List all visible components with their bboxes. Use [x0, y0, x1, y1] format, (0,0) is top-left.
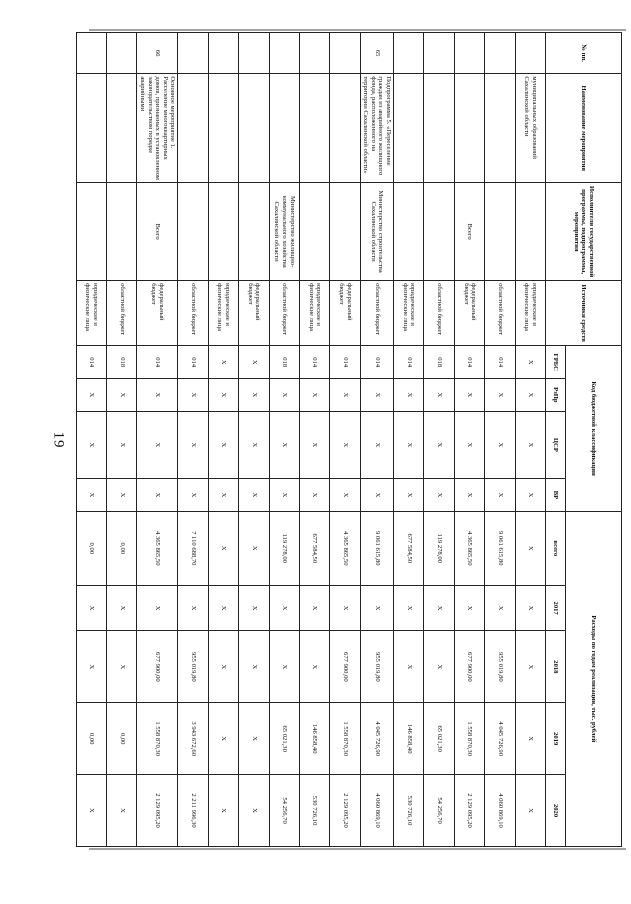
cell-total: 0,00: [76, 511, 106, 585]
cell-csr: X: [485, 411, 515, 478]
cell-executor: Министерство жилищно-коммунального хозяйства Сахалинской области: [269, 183, 299, 281]
cell-y2018: 955 019,80: [485, 631, 515, 703]
cell-source: областной бюджет: [178, 281, 208, 346]
cell-source: федеральный бюджет: [330, 281, 360, 346]
cell-y2019: X: [239, 703, 269, 775]
cell-vr: X: [454, 479, 484, 512]
cell-total: 677 584,50: [299, 511, 329, 585]
cell-y2018: X: [515, 631, 545, 703]
cell-y2020: 4 060 869,10: [360, 775, 393, 847]
cell-executor: [239, 183, 269, 281]
table-row: [424, 33, 454, 847]
cell-y2017: X: [269, 585, 299, 631]
cell-name: Основное мероприятие 1. Расселение многоквартирных домов, признанных в установленном законодательством порядке аварийными: [137, 74, 178, 183]
cell-grbs: 014: [394, 346, 424, 379]
cell-y2019: 0,00: [76, 703, 106, 775]
header-csr: ЦСР: [546, 411, 566, 478]
cell-executor: [208, 183, 238, 281]
cell-y2017: X: [394, 585, 424, 631]
cell-y2019: 65 021,30: [424, 703, 454, 775]
header-code: Код бюджетной классификации: [566, 346, 622, 511]
header-executor: Исполнители государственной программы, подпрограммы, мероприятия: [546, 183, 622, 281]
cell-csr: X: [360, 411, 393, 478]
cell-y2020: X: [107, 775, 137, 847]
cell-name: [299, 74, 329, 183]
cell-y2018: X: [76, 631, 106, 703]
cell-num: [107, 33, 137, 74]
cell-grbs: 018: [269, 346, 299, 379]
cell-vr: X: [76, 479, 106, 512]
cell-y2020: 2 129 095,20: [137, 775, 178, 847]
cell-y2020: 2 129 095,20: [454, 775, 484, 847]
cell-y2017: X: [330, 585, 360, 631]
cell-csr: X: [454, 411, 484, 478]
cell-rzpr: X: [137, 379, 178, 412]
cell-name: [485, 74, 515, 183]
cell-csr: X: [394, 411, 424, 478]
cell-grbs: 014: [485, 346, 515, 379]
cell-grbs: X: [239, 346, 269, 379]
cell-grbs: 014: [76, 346, 106, 379]
cell-executor: [178, 183, 208, 281]
cell-y2018: X: [424, 631, 454, 703]
table-row: [178, 33, 208, 847]
cell-num: [515, 33, 545, 74]
cell-executor: [424, 183, 454, 281]
cell-csr: X: [424, 411, 454, 478]
cell-y2019: X: [208, 703, 238, 775]
cell-num: [394, 33, 424, 74]
cell-source: областной бюджет: [424, 281, 454, 346]
cell-y2017: X: [178, 585, 208, 631]
cell-num: [178, 33, 208, 74]
cell-rzpr: X: [454, 379, 484, 412]
cell-vr: X: [239, 479, 269, 512]
header-rzpr: РзПр: [546, 379, 566, 412]
cell-num: [208, 33, 238, 74]
cell-csr: X: [76, 411, 106, 478]
cell-source: юридические и физические лица: [515, 281, 545, 346]
cell-name: [107, 74, 137, 183]
cell-y2019: 146 858,40: [299, 703, 329, 775]
cell-y2019: 4 045 726,90: [360, 703, 393, 775]
cell-source: юридические и физические лица: [76, 281, 106, 346]
cell-num: [485, 33, 515, 74]
table-body: [76, 33, 545, 847]
header-expenses: Расходы по годам реализации, тыс. рублей: [566, 511, 622, 846]
cell-csr: X: [178, 411, 208, 478]
cell-executor: Всего: [137, 183, 178, 281]
cell-y2018: X: [107, 631, 137, 703]
cell-name: [330, 74, 360, 183]
cell-y2017: X: [424, 585, 454, 631]
cell-y2017: X: [239, 585, 269, 631]
cell-total: 119 278,00: [269, 511, 299, 585]
cell-num: [330, 33, 360, 74]
cell-rzpr: X: [394, 379, 424, 412]
cell-total: 9 061 615,80: [485, 511, 515, 585]
header-total: всего: [546, 511, 566, 585]
table-row: [454, 33, 484, 847]
cell-rzpr: X: [515, 379, 545, 412]
table-row: [76, 33, 106, 847]
cell-vr: X: [424, 479, 454, 512]
cell-total: X: [515, 511, 545, 585]
header-grbs: ГРБС: [546, 346, 566, 379]
cell-csr: X: [299, 411, 329, 478]
table-row: [299, 33, 329, 847]
cell-executor: [299, 183, 329, 281]
cell-executor: [76, 183, 106, 281]
cell-y2019: 0,00: [107, 703, 137, 775]
cell-num: [299, 33, 329, 74]
cell-vr: X: [330, 479, 360, 512]
cell-num: 66: [137, 33, 178, 74]
cell-name: [269, 74, 299, 183]
cell-vr: X: [299, 479, 329, 512]
cell-y2018: 677 900,00: [330, 631, 360, 703]
cell-y2020: X: [208, 775, 238, 847]
cell-csr: X: [107, 411, 137, 478]
cell-rzpr: X: [360, 379, 393, 412]
cell-source: областной бюджет: [107, 281, 137, 346]
cell-total: 4 365 865,50: [330, 511, 360, 585]
cell-y2018: 955 019,80: [178, 631, 208, 703]
cell-total: 119 278,00: [424, 511, 454, 585]
cell-y2020: 2 129 095,20: [330, 775, 360, 847]
cell-y2017: X: [107, 585, 137, 631]
cell-source: юридические и физические лица: [299, 281, 329, 346]
cell-grbs: 018: [107, 346, 137, 379]
header-source: Источники средств: [546, 281, 622, 346]
cell-grbs: 014: [178, 346, 208, 379]
cell-rzpr: X: [485, 379, 515, 412]
cell-name: [178, 74, 208, 183]
cell-total: 4 365 865,50: [137, 511, 178, 585]
cell-y2018: 955 019,80: [360, 631, 393, 703]
cell-name: [239, 74, 269, 183]
cell-grbs: 014: [454, 346, 484, 379]
cell-total: 7 110 688,70: [178, 511, 208, 585]
table-row: [269, 33, 299, 847]
cell-total: 9 061 615,80: [360, 511, 393, 585]
cell-y2017: X: [76, 585, 106, 631]
cell-y2017: X: [208, 585, 238, 631]
cell-rzpr: X: [107, 379, 137, 412]
rotated-table-area: [84, 32, 622, 847]
cell-total: 677 584,50: [394, 511, 424, 585]
cell-name: [454, 74, 484, 183]
cell-y2020: 530 726,10: [394, 775, 424, 847]
cell-executor: [394, 183, 424, 281]
cell-csr: X: [515, 411, 545, 478]
table-row: [137, 33, 178, 847]
cell-source: федеральный бюджет: [239, 281, 269, 346]
cell-y2017: X: [454, 585, 484, 631]
cell-y2019: 65 021,30: [269, 703, 299, 775]
header-name: Наименование мероприятия: [546, 74, 622, 183]
cell-y2018: 677 900,00: [137, 631, 178, 703]
cell-vr: X: [137, 479, 178, 512]
table-row: [107, 33, 137, 847]
cell-grbs: X: [208, 346, 238, 379]
page-number: 19: [50, 431, 67, 449]
cell-csr: X: [137, 411, 178, 478]
cell-name: [424, 74, 454, 183]
cell-name: [76, 74, 106, 183]
cell-y2020: 4 060 869,10: [485, 775, 515, 847]
cell-grbs: 014: [137, 346, 178, 379]
cell-y2020: X: [76, 775, 106, 847]
cell-y2019: 1 558 870,30: [454, 703, 484, 775]
cell-num: [424, 33, 454, 74]
cell-grbs: 018: [424, 346, 454, 379]
cell-grbs: 014: [360, 346, 393, 379]
cell-name: [208, 74, 238, 183]
cell-name: [394, 74, 424, 183]
cell-y2017: X: [360, 585, 393, 631]
cell-total: X: [239, 511, 269, 585]
table-row: [360, 33, 393, 847]
cell-executor: [515, 183, 545, 281]
cell-vr: X: [208, 479, 238, 512]
cell-y2018: X: [239, 631, 269, 703]
cell-y2020: 54 256,70: [269, 775, 299, 847]
cell-y2019: 4 045 726,90: [485, 703, 515, 775]
cell-csr: X: [208, 411, 238, 478]
cell-y2020: X: [239, 775, 269, 847]
cell-executor: [485, 183, 515, 281]
cell-grbs: 014: [330, 346, 360, 379]
cell-num: 65: [360, 33, 393, 74]
cell-executor: Всего: [454, 183, 484, 281]
cell-y2020: 2 211 996,30: [178, 775, 208, 847]
table-row: [394, 33, 424, 847]
cell-y2019: 146 858,40: [394, 703, 424, 775]
cell-csr: X: [269, 411, 299, 478]
cell-total: X: [208, 511, 238, 585]
cell-source: областной бюджет: [360, 281, 393, 346]
cell-vr: X: [515, 479, 545, 512]
cell-y2017: X: [485, 585, 515, 631]
cell-source: юридические и физические лица: [208, 281, 238, 346]
cell-y2020: X: [515, 775, 545, 847]
cell-vr: X: [269, 479, 299, 512]
cell-name: Подпрограмма 5. «Переселение граждан из аварийного жилищного фонда, расположенного на территории Сахалинской области»: [360, 74, 393, 183]
cell-csr: X: [330, 411, 360, 478]
cell-y2019: 3 943 672,60: [178, 703, 208, 775]
cell-y2019: 1 558 870,30: [330, 703, 360, 775]
cell-num: [239, 33, 269, 74]
cell-executor: [330, 183, 360, 281]
cell-grbs: 014: [299, 346, 329, 379]
cell-rzpr: X: [178, 379, 208, 412]
cell-y2018: 677 900,00: [454, 631, 484, 703]
cell-vr: X: [394, 479, 424, 512]
header-2018: 2018: [546, 631, 566, 703]
cell-y2018: X: [269, 631, 299, 703]
cell-source: областной бюджет: [269, 281, 299, 346]
cell-rzpr: X: [299, 379, 329, 412]
cell-vr: X: [485, 479, 515, 512]
table-row: [239, 33, 269, 847]
cell-y2020: 530 726,10: [299, 775, 329, 847]
cell-y2017: X: [299, 585, 329, 631]
cell-y2017: X: [515, 585, 545, 631]
cell-rzpr: X: [269, 379, 299, 412]
header-2017: 2017: [546, 585, 566, 631]
cell-name: муниципальных образований Сахалинской области: [515, 74, 545, 183]
cell-vr: X: [178, 479, 208, 512]
cell-grbs: X: [515, 346, 545, 379]
cell-rzpr: X: [330, 379, 360, 412]
cell-source: областной бюджет: [485, 281, 515, 346]
cell-source: федеральный бюджет: [454, 281, 484, 346]
budget-table: [76, 32, 622, 847]
cell-y2017: X: [137, 585, 178, 631]
cell-num: [269, 33, 299, 74]
cell-num: [76, 33, 106, 74]
table-row: [208, 33, 238, 847]
table-row: [485, 33, 515, 847]
cell-y2019: 1 558 870,30: [137, 703, 178, 775]
header-2020: 2020: [546, 775, 566, 847]
table-row: [515, 33, 545, 847]
cell-executor: Министерство строительства Сахалинской области: [360, 183, 393, 281]
cell-vr: X: [360, 479, 393, 512]
cell-rzpr: X: [424, 379, 454, 412]
cell-vr: X: [107, 479, 137, 512]
header-num: № пп.: [546, 33, 622, 74]
table-row: [330, 33, 360, 847]
cell-y2018: X: [394, 631, 424, 703]
cell-total: 0,00: [107, 511, 137, 585]
cell-rzpr: X: [208, 379, 238, 412]
cell-y2020: 54 256,70: [424, 775, 454, 847]
header-vr: ВР: [546, 479, 566, 512]
cell-y2019: X: [515, 703, 545, 775]
cell-total: 4 365 865,50: [454, 511, 484, 585]
cell-csr: X: [239, 411, 269, 478]
cell-rzpr: X: [76, 379, 106, 412]
cell-rzpr: X: [239, 379, 269, 412]
header-2019: 2019: [546, 703, 566, 775]
cell-y2018: X: [299, 631, 329, 703]
cell-source: федеральный бюджет: [137, 281, 178, 346]
cell-executor: [107, 183, 137, 281]
cell-y2018: X: [208, 631, 238, 703]
cell-num: [454, 33, 484, 74]
cell-source: юридические и физические лица: [394, 281, 424, 346]
